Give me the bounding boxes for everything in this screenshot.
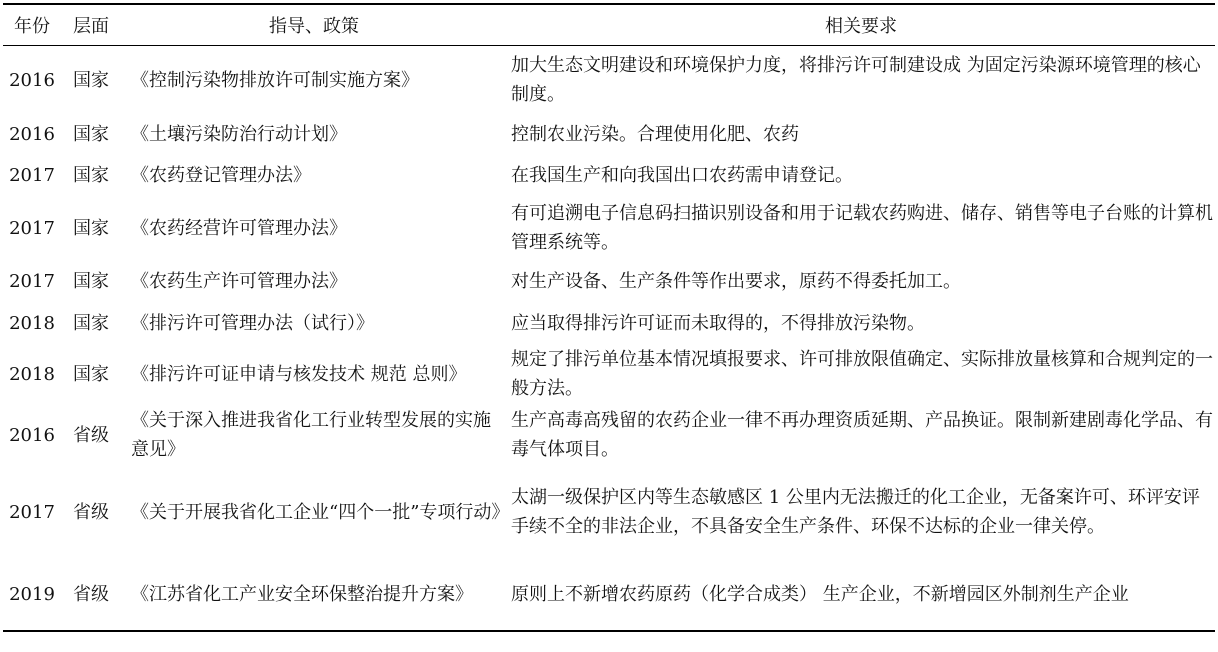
cell-requirement: 规定了排污单位基本情况填报要求、许可排放限值确定、实际排放量核算和合规判定的一般方法。 bbox=[511, 349, 1213, 399]
cell-year: 2017 bbox=[9, 217, 55, 239]
table-row bbox=[3, 114, 1215, 154]
cell-year: 2018 bbox=[9, 363, 55, 385]
cell-requirement: 有可追溯电子信息码扫描识别设备和用于记载农药购进、储存、销售等电子台账的计算机管理系统等。 bbox=[511, 203, 1213, 253]
table-row bbox=[3, 302, 1215, 344]
table-body bbox=[3, 46, 1215, 632]
cell-year: 2019 bbox=[3, 558, 61, 631]
table-row bbox=[3, 260, 1215, 302]
cell-requirement: 太湖一级保护区内等生态敏感区 1 公里内无法搬迁的化工企业，无备案许可、环评安评手续不全的非法企业，不具备安全生产条件、环保不达标的企业一律关停。 bbox=[511, 487, 1200, 537]
cell-requirement: 在我国生产和向我国出口农药需申请登记。 bbox=[511, 164, 853, 186]
header-requirement: 相关要求 bbox=[507, 4, 1215, 46]
table-header bbox=[3, 4, 1215, 46]
cell-level: 省级 bbox=[73, 424, 109, 446]
cell-year: 2016 bbox=[9, 69, 55, 91]
cell-level: 省级 bbox=[61, 558, 121, 631]
cell-year: 2016 bbox=[9, 424, 55, 446]
cell-level: 国家 bbox=[73, 123, 109, 145]
cell-requirement: 加大生态文明建设和环境保护力度，将排污许可制建设成 为固定污染源环境管理的核心制度。 bbox=[511, 55, 1201, 105]
table-row bbox=[3, 404, 1215, 466]
header-policy: 指导、政策 bbox=[121, 4, 507, 46]
cell-year: 2018 bbox=[9, 312, 55, 334]
cell-policy: 《农药经营许可管理办法》 bbox=[131, 217, 347, 239]
header-year: 年份 bbox=[3, 4, 61, 46]
cell-level: 国家 bbox=[73, 69, 109, 91]
cell-policy: 《排污许可管理办法（试行）》 bbox=[131, 312, 374, 334]
cell-policy: 《农药登记管理办法》 bbox=[131, 164, 311, 186]
cell-requirement: 控制农业污染。合理使用化肥、农药 bbox=[511, 123, 799, 145]
cell-year: 2017 bbox=[9, 270, 55, 292]
cell-level: 国家 bbox=[73, 217, 109, 239]
table-row bbox=[3, 344, 1215, 404]
cell-policy: 《土壤污染防治行动计划》 bbox=[131, 123, 347, 145]
header-level: 层面 bbox=[61, 4, 121, 46]
cell-year: 2017 bbox=[9, 164, 55, 186]
cell-level: 国家 bbox=[73, 270, 109, 292]
table-row bbox=[3, 46, 1215, 115]
table-row bbox=[3, 196, 1215, 260]
table-row bbox=[3, 154, 1215, 196]
cell-policy: 《关于深入推进我省化工行业转型发展的实施意见》 bbox=[131, 410, 491, 460]
cell-policy: 《控制污染物排放许可制实施方案》 bbox=[131, 69, 419, 91]
cell-requirement: 应当取得排污许可证而未取得的，不得排放污染物。 bbox=[511, 312, 925, 334]
policy-table bbox=[3, 3, 1215, 632]
cell-level: 国家 bbox=[73, 312, 109, 334]
cell-level: 国家 bbox=[73, 363, 109, 385]
table-row bbox=[3, 558, 1215, 631]
cell-level: 国家 bbox=[73, 164, 109, 186]
cell-requirement: 生产高毒高残留的农药企业一律不再办理资质延期、产品换证。限制新建剧毒化学品、有毒气体项目。 bbox=[511, 410, 1213, 460]
cell-policy: 《排污许可证申请与核发技术 规范 总则》 bbox=[131, 363, 467, 385]
cell-year: 2017 bbox=[9, 501, 55, 523]
cell-policy: 《农药生产许可管理办法》 bbox=[131, 270, 347, 292]
cell-requirement: 原则上不新增农药原药（化学合成类） 生产企业，不新增园区外制剂生产企业 bbox=[507, 558, 1215, 631]
cell-policy: 《江苏省化工产业安全环保整治提升方案》 bbox=[121, 558, 507, 631]
cell-year: 2016 bbox=[9, 123, 55, 145]
table-row bbox=[3, 466, 1215, 558]
cell-policy: 《关于开展我省化工企业“四个一批”专项行动》 bbox=[131, 501, 510, 523]
cell-requirement: 对生产设备、生产条件等作出要求，原药不得委托加工。 bbox=[511, 270, 961, 292]
cell-level: 省级 bbox=[73, 501, 109, 523]
header-row bbox=[3, 4, 1215, 46]
